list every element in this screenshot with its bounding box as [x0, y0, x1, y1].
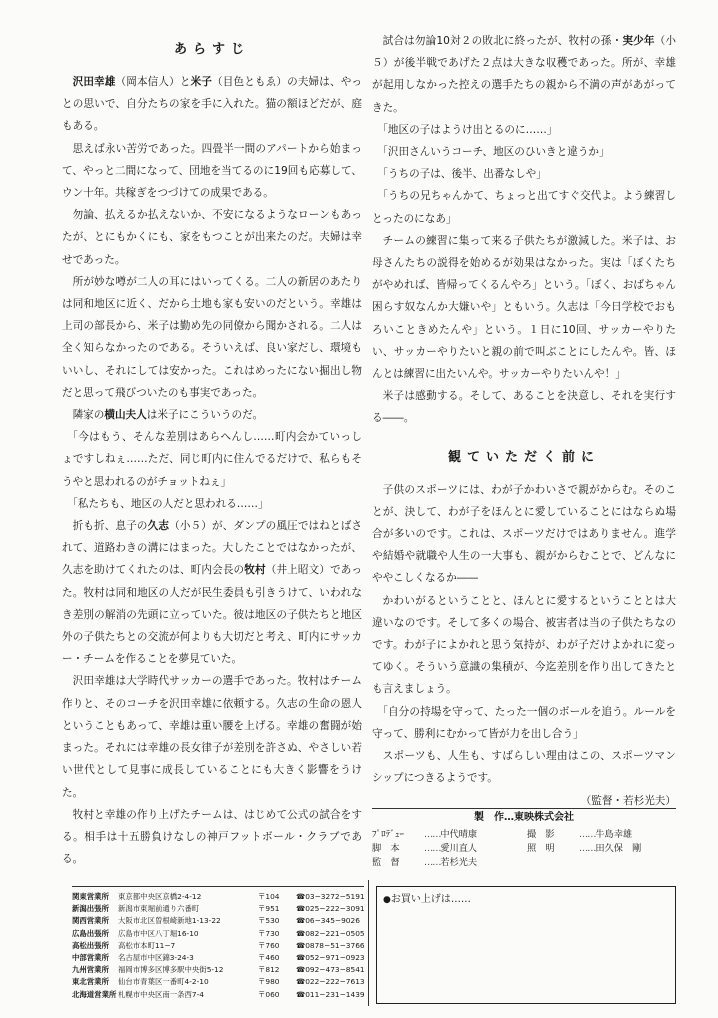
credit-row: 脚 本 …… 愛川直人	[372, 843, 478, 854]
office-row: 広島出張所 広島市中区八丁堀16-10 〒730 ☎082−221−0505	[72, 928, 365, 938]
office-row: 北海道営業所 札幌市中央区南一条西7-4 〒060 ☎011−231−1439	[72, 989, 365, 999]
office-row: 高松出張所 高松市本町11−7 〒760 ☎0878−51−3766	[72, 940, 365, 950]
character-name: 久志	[147, 520, 170, 533]
director-signature: （監督・若杉光夫）	[580, 794, 676, 807]
dialogue-quote: 「今はもう、そんな差別はあらへんし……町内会かていっしょですしねぇ……ただ、同じ町内に住んでるだけで、私らもそうやと思われるのがチョットねぇ」	[62, 431, 362, 488]
paragraph-text: は米子にこういうのだ。	[146, 409, 264, 422]
synopsis-paragraph: チームの練習に集って来る子供たちが激減した。米子は、お母さんたちの説得を始めるが効果はなかった。実は「ぼくたちがやめれば、皆帰ってくるんやろ」という。「ぼく、おばちゃん困らす奴なんか大嫌いや」ともいう。久志は「今日学校でおもろいこときめたんや」という。１日に10回、サッカーやりたい、サッカーやりたいと親の前で叫ぶことにしたんや。皆、ほんとは練習に出たいんや。サッカーやりたいんや！」	[372, 234, 676, 381]
synopsis-paragraph: 所が妙な噂が二人の耳にはいってくる。二人の新居のあたりは同和地区に近く、だから土地も家も安いのだという。幸雄は上司の部長から、米子は勤め先の同僚から聞かされる。二人は全く知らなかったのである。そういえば、良い家だし、環境もいいし、それにしては安かった。これはめったにない掘出し物だと思って飛びついたのも事実であった。	[62, 275, 362, 399]
synopsis-column	[62, 30, 362, 870]
bullet-icon: ●	[383, 895, 391, 905]
credit-row: 監 督 …… 若杉光夫	[372, 857, 478, 868]
synopsis-paragraph	[372, 30, 676, 119]
paragraph-text: 試合は勿論10対２の敗北に終ったが、牧村の孫・	[382, 35, 623, 47]
before-viewing-title: 観ていただく前に	[447, 449, 600, 465]
office-row: 中部営業所 名古屋市中区錦3-24-3 〒460 ☎052−971−0923	[72, 953, 365, 963]
dialogue-quote: 「沢田さんいうコーチ、地区のひいきと違うか」	[377, 146, 610, 159]
synopsis-paragraph	[62, 404, 362, 426]
production-credits	[372, 808, 676, 870]
synopsis-title: あらすじ	[173, 42, 250, 57]
credit-row: 撮 影 …… 牛島幸雄	[527, 829, 633, 840]
office-row: 関西営業所 大阪市北区曽根崎新地1-13-22 〒530 ☎06−345−9026	[72, 916, 360, 926]
office-directory	[72, 886, 364, 1001]
purchase-stamp-box	[376, 886, 676, 1004]
paragraph-text: （小５）が後半戦であげた２点は大きな収穫であった。所が、幸雄が起用しなかった控えの選手たちの親から不満の声があがってきた。	[372, 35, 677, 114]
paragraph-text: （目色ともゑ）の夫婦は、やっとの思いで、自分たちの家を手に入れた。猫の額ほどだが、庭もある。	[62, 76, 363, 133]
dialogue-quote: 「私たちも、地区の人だと思われる……」	[67, 497, 269, 510]
character-name: 実少年	[622, 35, 655, 47]
office-row: 新潟出張所 新潟市東堀前通り六番町 〒951 ☎025−222−3091	[72, 904, 365, 914]
character-name: 牧村	[244, 564, 266, 577]
paragraph-text: 隣家の	[72, 409, 105, 422]
director-note-paragraph: かわいがるということと、ほんとに愛するということとは大違いなのです。そして多くの場合、被害者は当の子供たちなのです。わが子によかれと思う気持が、わが子だけよかれに変ってゆく。そういう意識の集積が、今迄差別を作り出してきたとも言えましょう。	[372, 594, 676, 696]
cast-note: （岡本信人）と	[115, 76, 191, 88]
paragraph-text: （小５）が、ダンプの風圧ではねとばされて、道路わきの溝にはまった。大したことではなかったが、久志を助けてくれたのは、町内会長の	[62, 520, 363, 577]
synopsis-paragraph: 米子は感動する。そして、あることを決意し、それを実行する――。	[372, 390, 676, 425]
director-note-paragraph: スポーツも、人生も、すばらしい理由はこの、スポーツマンシップにつきるようです。	[372, 750, 676, 785]
office-row: 九州営業所 福岡市博多区博多駅中央街5-12 〒812 ☎092−473−8541	[72, 965, 365, 975]
dialogue-quote: 「うちの兄ちゃんかて、ちょっと出てすぐ交代よ。よう練習しとったのになあ」	[372, 190, 676, 225]
synopsis-paragraph	[62, 515, 362, 670]
synopsis-continued-column	[372, 30, 676, 812]
synopsis-paragraph: 思えば永い苦労であった。四畳半一間のアパートから始まって、やっと二間になって、団地を当てるのに19回も応募して、ウン十年。共稼ぎをつづけての成果である。	[62, 142, 362, 200]
office-row: 東北営業所 仙台市青葉区一番町4-2-10 〒980 ☎022−222−7613	[72, 977, 365, 987]
office-row: 関東営業所 東京都中央区京橋2-4-12 〒104 ☎03−3272−5191	[72, 892, 365, 901]
synopsis-paragraph	[62, 71, 362, 138]
synopsis-paragraph: 勿論、払えるか払えないか、不安になるようなローンもあったが、とにもかくにも、家をもつことが出来たのだ。夫婦は幸せであった。	[62, 209, 362, 266]
production-company: 製 作…東映株式会社	[372, 808, 676, 825]
character-name: 米子	[190, 76, 213, 88]
credit-row: 照 明 …… 田久保 剛	[527, 843, 642, 854]
dialogue-quote: 「自分の持場を守って、たった一個のボールを追う。ルールを守って、勝利にむかって皆が力を出し合う」	[372, 705, 676, 740]
character-name: 横山夫人	[104, 409, 147, 422]
column-divider	[368, 880, 369, 1006]
synopsis-paragraph: 沢田幸雄は大学時代サッカーの選手であった。牧村はチーム作りと、そのコーチを沢田幸雄に依頼する。久志の生命の恩人ということもあって、幸雄は重い腰を上げる。幸雄の奮闘が始まった。それには幸雄の長女律子が差別を許さぬ、やさしい若い世代として見事に成長していることにも大きく影響をうけた。	[62, 675, 362, 799]
paragraph-text: 折も折、息子の	[72, 520, 148, 533]
character-name: 沢田幸雄	[72, 76, 116, 88]
credit-row: ﾌﾟﾛﾃﾞｭｰ …… 中代晴康	[372, 829, 478, 840]
dialogue-quote: 「地区の子はようけ出とるのに……」	[377, 123, 558, 136]
synopsis-paragraph: 牧村と幸雄の作り上げたチームは、はじめて公式の試合をする。相手は十五勝負けなしの神戸フットボール・クラブである。	[62, 808, 362, 866]
paragraph-text: （井上昭文）であった。牧村は同和地区の人だが民生委員も引きうけて、いわれなき差別の解消の先頭に立っていた。彼は地区の子供たちと地区外の子供たちとの交流が何よりも大切だと考え、町内にサッカー・チームを作ることを夢見ていた。	[62, 564, 362, 666]
director-note-paragraph: 子供のスポーツには、わが子かわいさで親がからむ。そのことが、決して、わが子をほんとに愛していることにはならぬ場合が多いのです。これは、スポーツだけではありません。進学や結婚や就職や人生の一大事も、親がからむことで、どんなにややこしくなるか――	[372, 483, 676, 585]
purchase-label: お買い上げは……	[390, 894, 471, 905]
dialogue-quote: 「うちの子は、後半、出番なしや」	[377, 168, 547, 181]
